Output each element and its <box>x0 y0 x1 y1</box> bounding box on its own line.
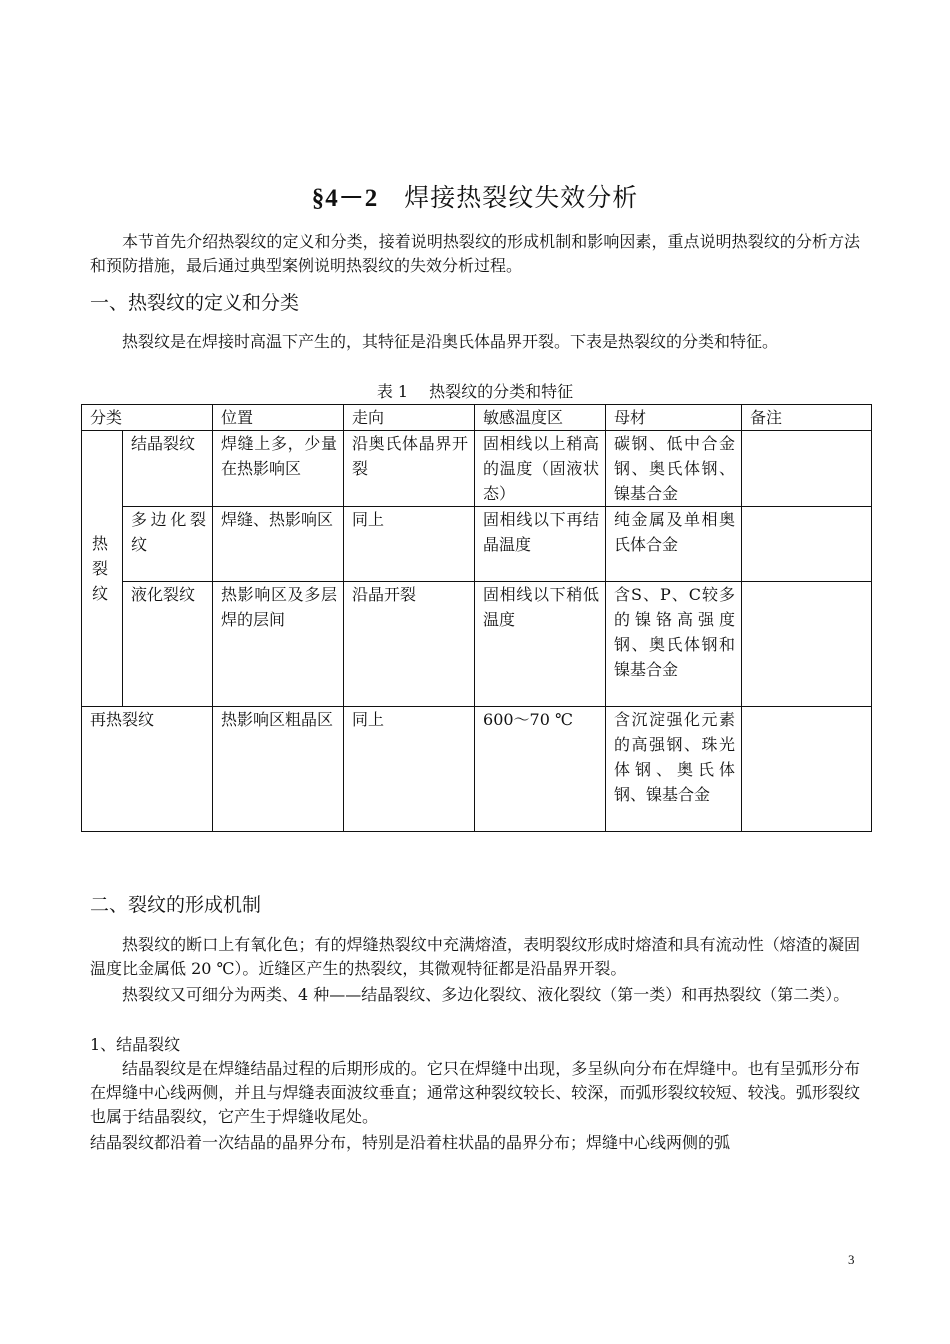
table-header-row <box>82 405 872 431</box>
temperature-cell: 固相线以上稍高的温度（固液状态） <box>475 431 606 507</box>
subheading-crystallization-crack: 1、结晶裂纹 <box>90 1035 181 1054</box>
note-cell <box>742 707 872 832</box>
note-cell <box>742 507 872 582</box>
location-cell: 热影响区粗晶区 <box>213 707 344 832</box>
note-cell <box>742 431 872 507</box>
table-row <box>82 431 872 507</box>
direction-cell: 沿晶开裂 <box>344 582 475 707</box>
crack-type-cell: 多边化裂纹 <box>123 507 213 582</box>
material-cell: 含S、P、C较多的镍铬高强度钢、奥氏体钢和镍基合金 <box>606 582 742 707</box>
location-cell: 焊缝上多，少量在热影响区 <box>213 431 344 507</box>
intro-paragraph: 本节首先介绍热裂纹的定义和分类，接着说明热裂纹的形成机制和影响因素，重点说明热裂纹的分析方法和预防措施，最后通过典型案例说明热裂纹的失效分析过程。 <box>90 232 860 275</box>
hot-crack-classification-table <box>81 404 872 832</box>
group-label-hot-crack: 热 裂 纹 <box>82 431 123 707</box>
header-note: 备注 <box>742 405 872 431</box>
material-cell: 含沉淀强化元素的高强钢、珠光体钢、奥氏体钢、镍基合金 <box>606 707 742 832</box>
mechanism-paragraph: 热裂纹的断口上有氧化色；有的焊缝热裂纹中充满熔渣，表明裂纹形成时熔渣和具有流动性（熔渣的凝固温度比金属低 20 ℃）。近缝区产生的热裂纹，其微观特征都是沿晶界开裂。 <box>90 935 860 978</box>
direction-cell: 同上 <box>344 507 475 582</box>
section-title <box>0 178 950 214</box>
page-number: 3 <box>848 1252 855 1267</box>
crack-type-cell: 再热裂纹 <box>82 707 213 832</box>
table-row <box>82 582 872 707</box>
direction-cell: 同上 <box>344 707 475 832</box>
direction-cell: 沿奥氏体晶界开裂 <box>344 431 475 507</box>
header-sensitive-temp: 敏感温度区 <box>475 405 606 431</box>
crystallization-paragraph-cont: 结晶裂纹都沿着一次结晶的晶界分布，特别是沿着柱状晶的晶界分布；焊缝中心线两侧的弧 <box>90 1133 731 1152</box>
table-row <box>82 507 872 582</box>
temperature-cell: 600～70 ℃ <box>475 707 606 832</box>
heading-definition: 一、热裂纹的定义和分类 <box>90 292 300 314</box>
header-category: 分类 <box>82 405 213 431</box>
section-title-text: 焊接热裂纹失效分析 <box>404 183 639 212</box>
location-cell: 热影响区及多层焊的层间 <box>213 582 344 707</box>
temperature-cell: 固相线以下稍低温度 <box>475 582 606 707</box>
note-cell <box>742 582 872 707</box>
header-location: 位置 <box>213 405 344 431</box>
header-base-material: 母材 <box>606 405 742 431</box>
crystallization-paragraph: 结晶裂纹是在焊缝结晶过程的后期形成的。它只在焊缝中出现，多呈纵向分布在焊缝中。也有呈弧形分布在焊缝中心线两侧，并且与焊缝表面波纹垂直；通常这种裂纹较长、较深，而弧形裂纹较短、较浅。弧形裂纹也属于结晶裂纹，它产生于焊缝收尾处。 <box>90 1059 860 1126</box>
temperature-cell: 固相线以下再结晶温度 <box>475 507 606 582</box>
table-row <box>82 707 872 832</box>
definition-paragraph: 热裂纹是在焊接时高温下产生的，其特征是沿奥氏体晶界开裂。下表是热裂纹的分类和特征。 <box>122 332 779 351</box>
classification-paragraph: 热裂纹又可细分为两类、4 种——结晶裂纹、多边化裂纹、液化裂纹（第一类）和再热裂纹（第二类）。 <box>122 985 850 1004</box>
header-direction: 走向 <box>344 405 475 431</box>
table-caption: 表 1 热裂纹的分类和特征 <box>376 382 574 401</box>
crack-type-cell: 液化裂纹 <box>123 582 213 707</box>
location-cell: 焊缝、热影响区 <box>213 507 344 582</box>
material-cell: 碳钢、低中合金钢、奥氏体钢、镍基合金 <box>606 431 742 507</box>
section-number: §4－2 <box>311 185 379 212</box>
crack-type-cell: 结晶裂纹 <box>123 431 213 507</box>
heading-mechanism: 二、裂纹的形成机制 <box>90 894 262 916</box>
material-cell: 纯金属及单相奥氏体合金 <box>606 507 742 582</box>
